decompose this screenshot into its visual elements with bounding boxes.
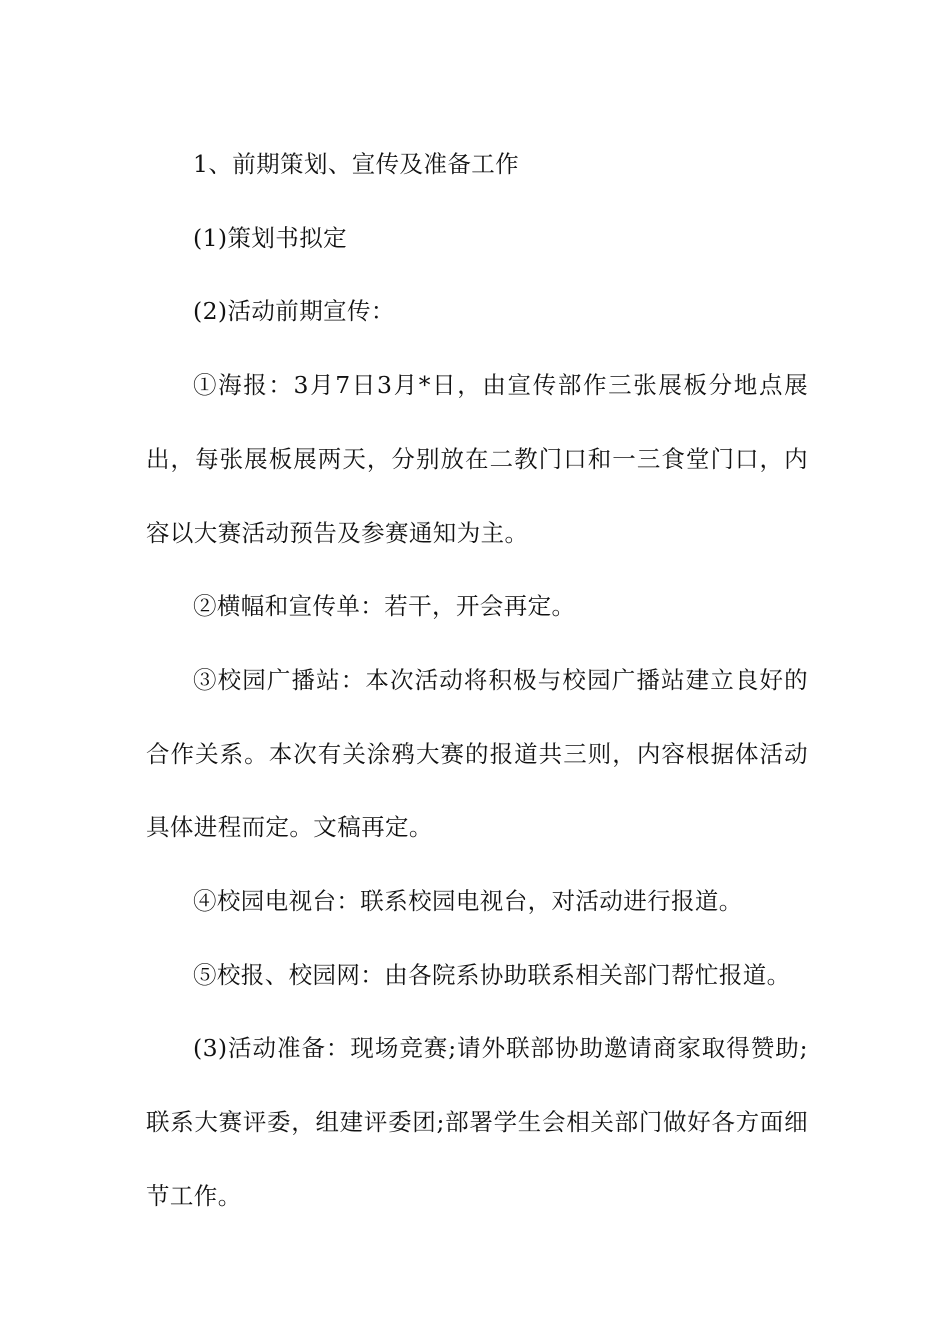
publicity-campus-tv: ④校园电视台：联系校园电视台，对活动进行报道。 bbox=[193, 887, 743, 916]
item-activity-preparation: (3)活动准备：现场竞赛;请外联部协助邀请商家取得赞助;联系大赛评委，组建评委团;部署学生会相关部门做好各方面细节工作。 bbox=[146, 1034, 808, 1210]
item-early-publicity: (2)活动前期宣传： bbox=[193, 297, 395, 326]
section-heading-preparation: 1、前期策划、宣传及准备工作 bbox=[193, 150, 520, 178]
item-plan-drafting: (1)策划书拟定 bbox=[193, 223, 347, 252]
publicity-campus-radio: ③校园广播站：本次活动将积极与校园广播站建立良好的合作关系。本次有关涂鸦大赛的报道共三则，内容根据体活动具体进程而定。文稿再定。 bbox=[146, 665, 808, 842]
document-body bbox=[146, 128, 808, 1234]
publicity-campus-news-web: ⑤校报、校园网：由各院系协助联系相关部门帮忙报道。 bbox=[193, 960, 791, 989]
publicity-banner-flyer: ②横幅和宣传单：若干，开会再定。 bbox=[193, 592, 576, 621]
publicity-poster: ①海报：3月7日3月*日，由宣传部作三张展板分地点展出，每张展板展两天，分别放在二教门口和一三食堂门口，内容以大赛活动预告及参赛通知为主。 bbox=[146, 371, 808, 547]
